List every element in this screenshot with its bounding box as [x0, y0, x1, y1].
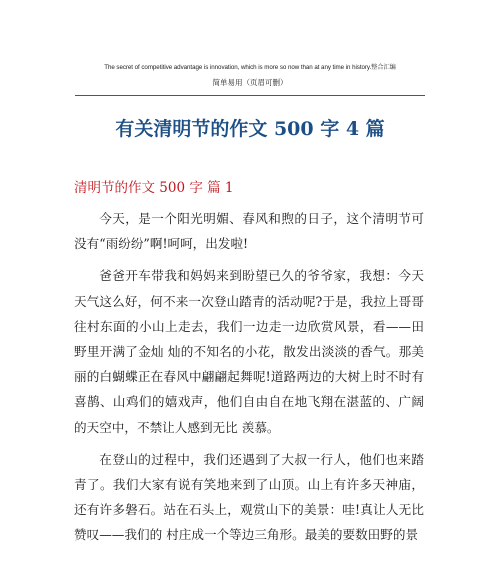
document-title: 有关清明节的作文 500 字 4 篇	[115, 118, 385, 140]
header-tagline: The secret of competitive advantage is innovation, which is more so now than at any time in history.整合汇编	[104, 64, 396, 71]
paragraph: 在登山的过程中，我们还遇到了大叔一行人，他们也来踏青了。我们大家有说有笑地来到了山顶。山上有许多天神庙，还有许多磐石。站在石头上，观赏山下的美景：哇!真让人无比赞叹——我们的 村庄成一个等边三角形。最美的要数田野的景	[74, 451, 424, 543]
header-note: 简单易用（页眉可删）	[212, 78, 288, 87]
section-heading: 清明节的作文 500 字 篇 1	[74, 180, 234, 196]
paragraph: 今天，是一个阳光明媚、春风和煦的日子，这个清明节可没有“雨纷纷”啊!呵呵，出发啦!	[74, 211, 424, 252]
header-divider	[75, 95, 425, 96]
document-body	[74, 206, 424, 555]
paragraph: 爸爸开车带我和妈妈来到盼望已久的爷爷家，我想：今天天气这么好，何不来一次登山踏青的活动呢?于是，我拉上哥哥往村东面的小山上走去，我们一边走一边欣赏风景，看——田野里开满了金灿 灿的不知名的小花，散发出淡淡的香气。那美丽的白蝴蝶正在春风中翩翩起舞呢!道路两边的大树上时不时有喜鹊、山鸡们的嬉戏声，他们自由自在地飞翔在湛蓝的、广阔的天空中，不禁让人感到无比 羡慕。	[74, 268, 424, 435]
